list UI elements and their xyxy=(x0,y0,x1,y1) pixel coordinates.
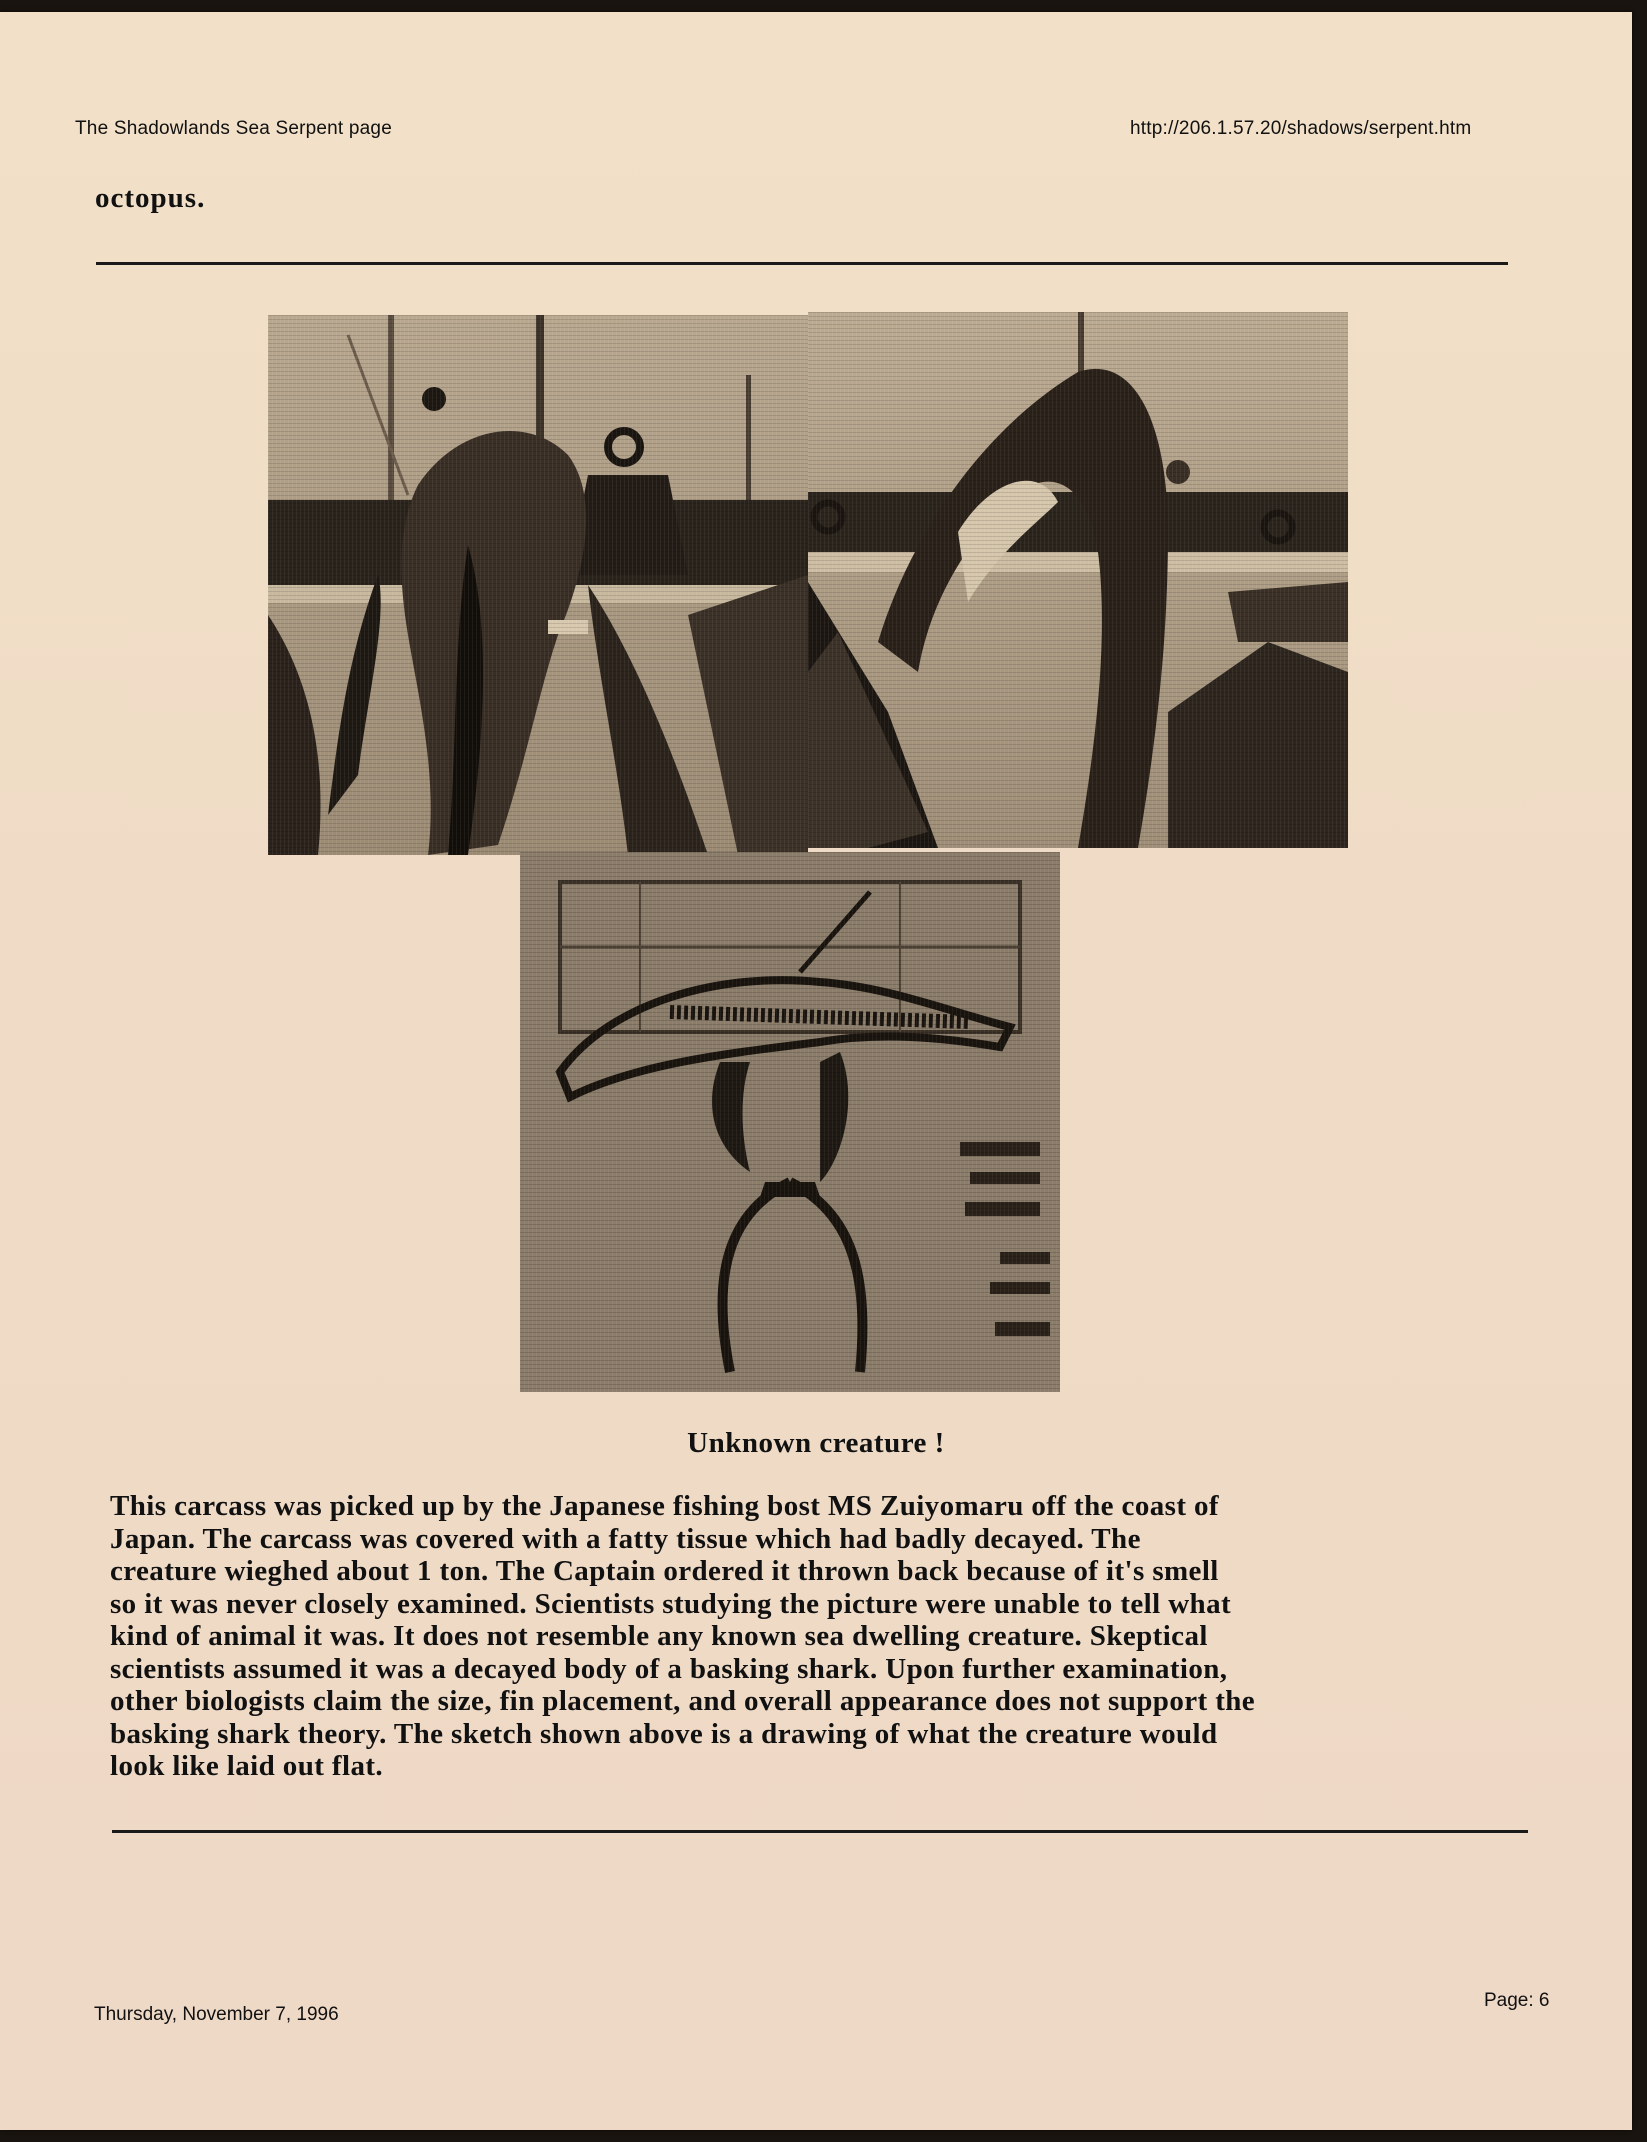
top-divider xyxy=(96,262,1508,265)
page-header-title: The Shadowlands Sea Serpent page xyxy=(75,118,392,139)
creature-sketch-image xyxy=(520,852,1060,1392)
carcass-photo-left xyxy=(268,315,808,855)
body-line: creature wieghed about 1 ton. The Captain ordered it thrown back because of it's smell xyxy=(110,1555,1219,1587)
bottom-divider xyxy=(112,1830,1528,1833)
page-header-url: http://206.1.57.20/shadows/serpent.htm xyxy=(1130,118,1472,139)
body-line: other biologists claim the size, fin placement, and overall appearance does not support the xyxy=(110,1685,1256,1717)
continued-text: octopus. xyxy=(95,182,206,214)
body-line: basking shark theory. The sketch shown above is a drawing of what the creature would xyxy=(110,1717,1218,1750)
printed-page xyxy=(0,12,1632,2130)
body-line: Japan. The carcass was covered with a fatty tissue which had badly decayed. The xyxy=(110,1522,1141,1555)
body-line: This carcass was picked up by the Japanese fishing bost MS Zuiyomaru off the coast of xyxy=(110,1490,1219,1522)
carcass-photo-right xyxy=(808,312,1348,848)
body-paragraph xyxy=(110,1490,1510,1783)
body-line: kind of animal it was. It does not resemble any known sea dwelling creature. Skeptical xyxy=(110,1620,1208,1652)
image-caption: Unknown creature ! xyxy=(687,1427,945,1459)
body-line: so it was never closely examined. Scientists studying the picture were unable to tell what xyxy=(110,1587,1232,1620)
body-line: look like laid out flat. xyxy=(110,1750,384,1782)
footer-page-number: Page: 6 xyxy=(1484,1990,1550,2011)
footer-date: Thursday, November 7, 1996 xyxy=(94,2004,339,2025)
body-line: scientists assumed it was a decayed body of a basking shark. Upon further examination, xyxy=(110,1652,1228,1685)
